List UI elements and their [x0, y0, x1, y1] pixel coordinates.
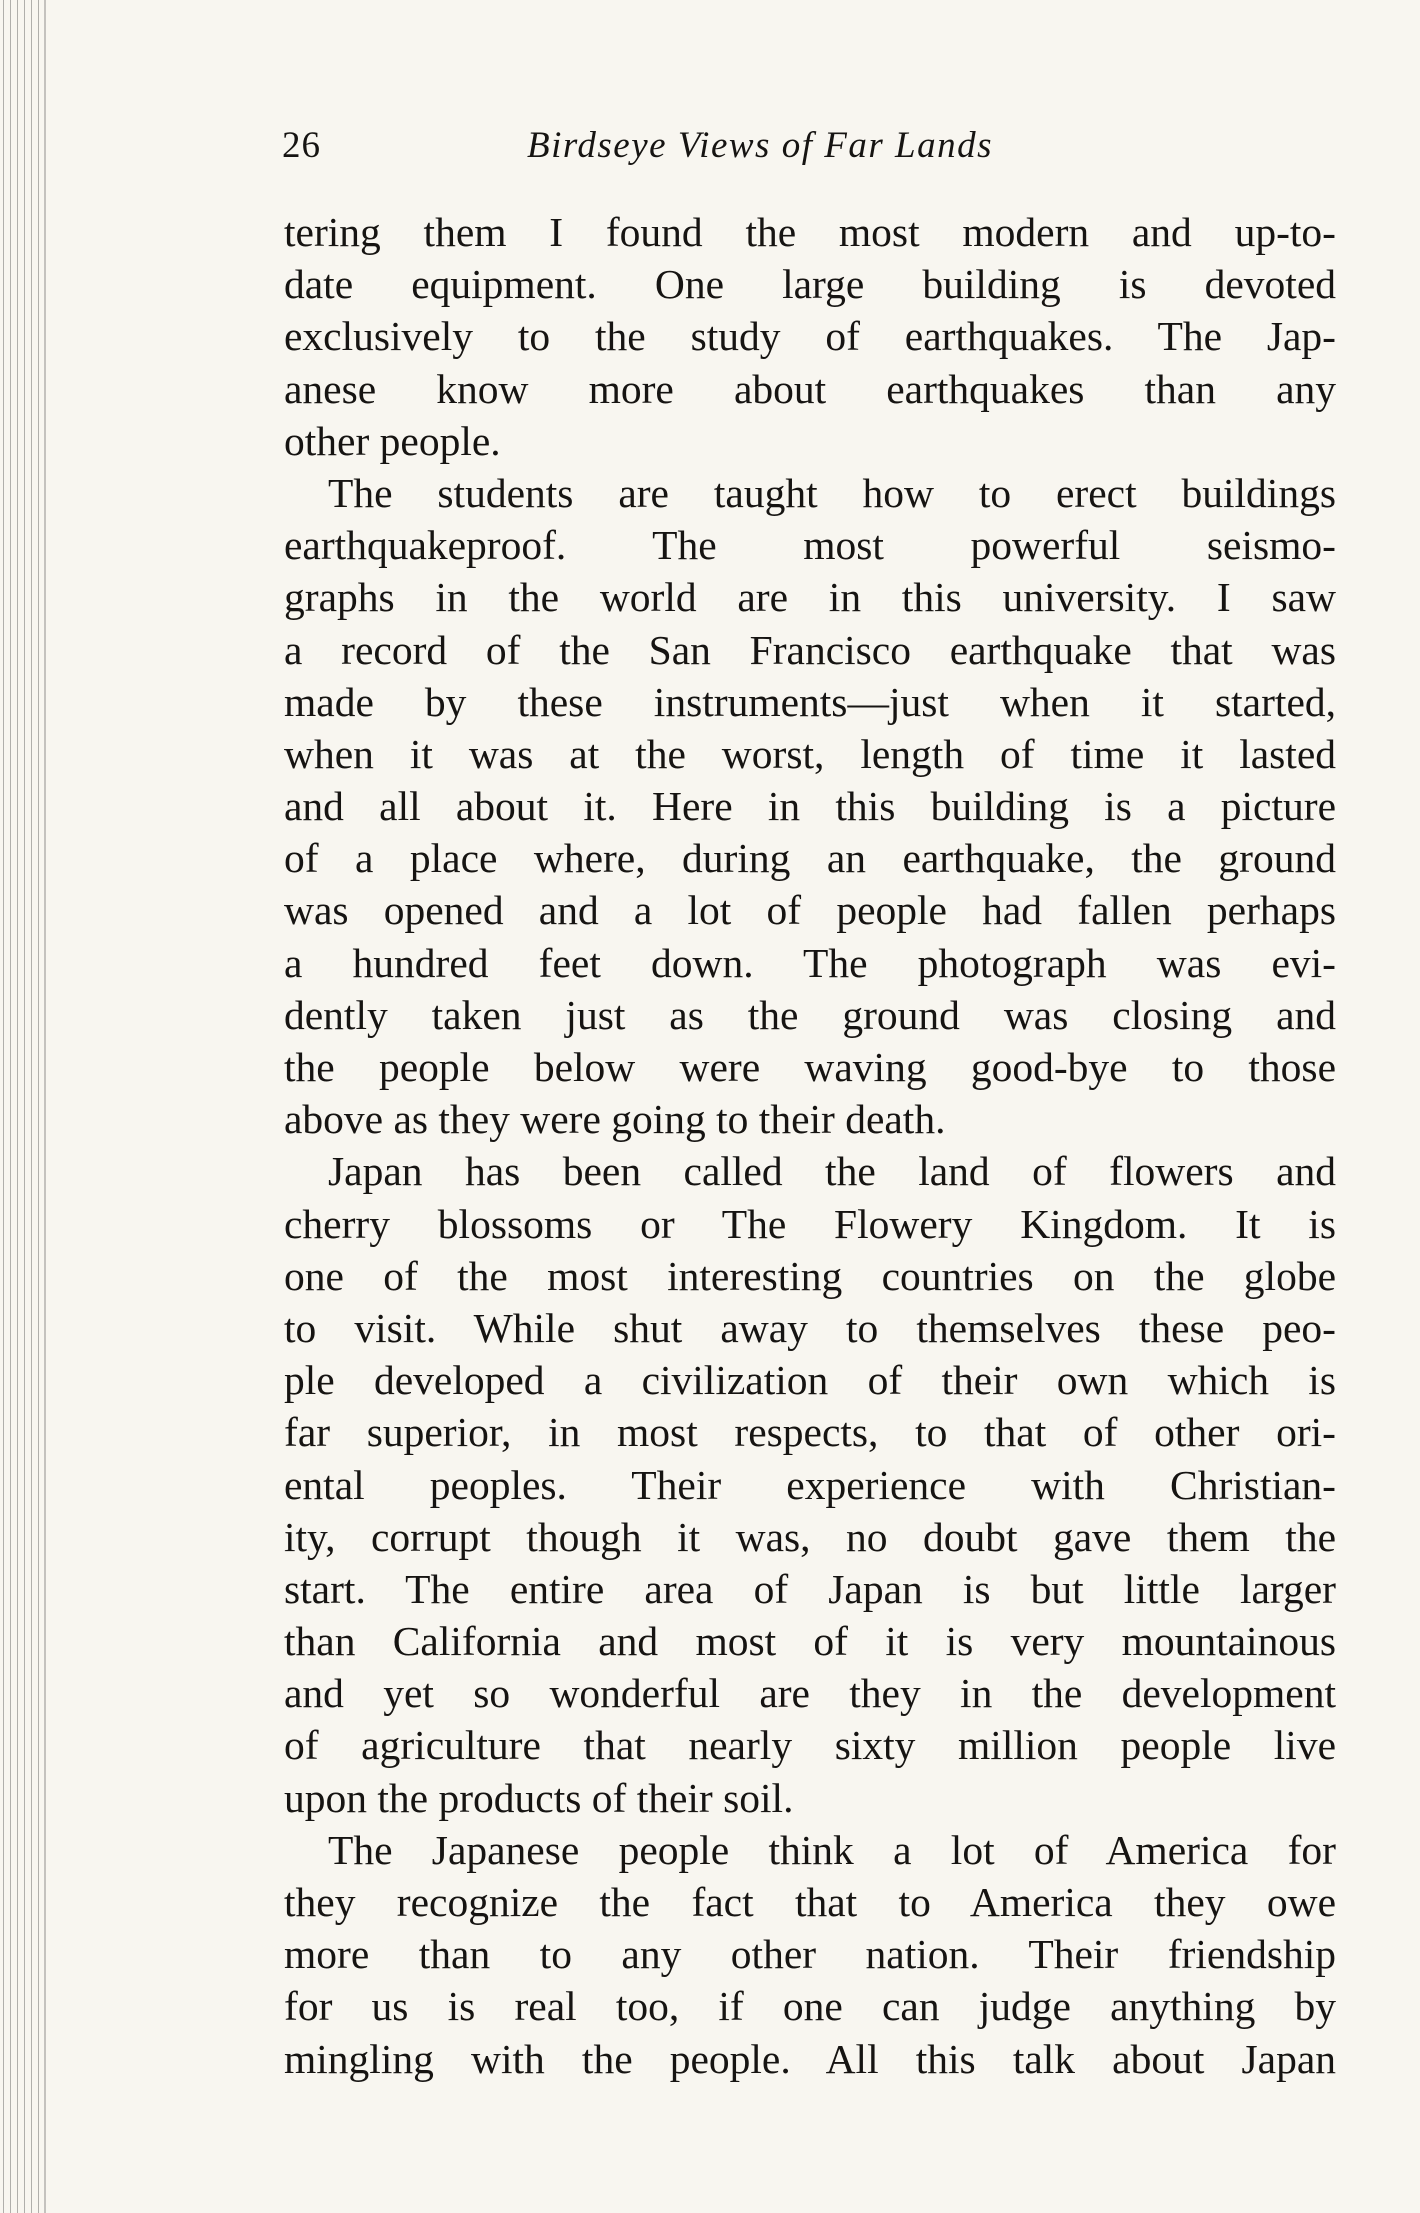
text-line: for us is real too, if one can judge anything by: [284, 1983, 1336, 2030]
text-line: tering them I found the most modern and up-to-: [284, 209, 1336, 255]
paragraph-2: [284, 467, 1336, 1145]
binding-gutter: [0, 0, 44, 2213]
text-line: to visit. While shut away to themselves these peo-: [284, 1304, 1336, 1351]
text-line: ple developed a civilization of their own which is: [284, 1357, 1336, 1404]
text-line: was opened and a lot of people had fallen perhaps: [284, 887, 1336, 934]
text-line: and all about it. Here in this building is a picture: [284, 783, 1336, 830]
paragraph-1: [284, 206, 1336, 467]
text-line: made by these instruments—just when it started,: [284, 678, 1336, 725]
text-line: dently taken just as the ground was closing and: [284, 991, 1336, 1038]
text-line: of agriculture that nearly sixty million people live: [284, 1722, 1336, 1769]
text-line: ental peoples. Their experience with Christian-: [284, 1461, 1336, 1508]
text-line: far superior, in most respects, to that of other ori-: [284, 1409, 1336, 1456]
text-line: date equipment. One large building is devoted: [284, 261, 1336, 308]
text-line: the people below were waving good-bye to those: [284, 1044, 1336, 1090]
text-line: The Japanese people think a lot of America for: [328, 1826, 1336, 1873]
text-line: above as they were going to their death.: [284, 1096, 946, 1143]
text-line: a hundred feet down. The photograph was evi-: [284, 939, 1336, 986]
page-number: 26: [282, 125, 321, 166]
body-text: [284, 206, 1336, 2085]
paragraph-3: [284, 1145, 1336, 1823]
text-line: exclusively to the study of earthquakes. The Jap-: [284, 313, 1336, 360]
text-line: earthquakeproof. The most powerful seismo-: [284, 522, 1336, 569]
text-line: mingling with the people. All this talk about Japan: [284, 2035, 1336, 2082]
text-line: when it was at the worst, length of time it lasted: [284, 730, 1336, 777]
text-line: anese know more about earthquakes than any: [284, 365, 1336, 412]
text-line: more than to any other nation. Their friendship: [284, 1931, 1336, 1978]
text-line: they recognize the fact that to America they owe: [284, 1879, 1336, 1925]
text-line: a record of the San Francisco earthquake that was: [284, 626, 1336, 673]
text-line: graphs in the world are in this university. I saw: [284, 574, 1336, 621]
text-line: Japan has been called the land of flowers and: [328, 1148, 1336, 1195]
text-line: other people.: [284, 417, 501, 464]
running-head-title: Birdseye Views of Far Lands: [527, 125, 993, 166]
text-line: start. The entire area of Japan is but little larger: [284, 1565, 1336, 1612]
text-line: and yet so wonderful are they in the development: [284, 1670, 1336, 1717]
gutter-edge-line: [44, 0, 46, 2213]
text-line: upon the products of their soil.: [284, 1774, 794, 1821]
text-line: than California and most of it is very mountainous: [284, 1618, 1336, 1665]
text-line: The students are taught how to erect buildings: [328, 469, 1336, 516]
text-line: ity, corrupt though it was, no doubt gave them the: [284, 1513, 1336, 1560]
running-head: [282, 118, 1342, 170]
paragraph-4: [284, 1824, 1336, 2085]
text-line: of a place where, during an earthquake, the ground: [284, 835, 1336, 882]
text-line: cherry blossoms or The Flowery Kingdom. It is: [284, 1200, 1336, 1247]
text-line: one of the most interesting countries on the globe: [284, 1252, 1336, 1299]
